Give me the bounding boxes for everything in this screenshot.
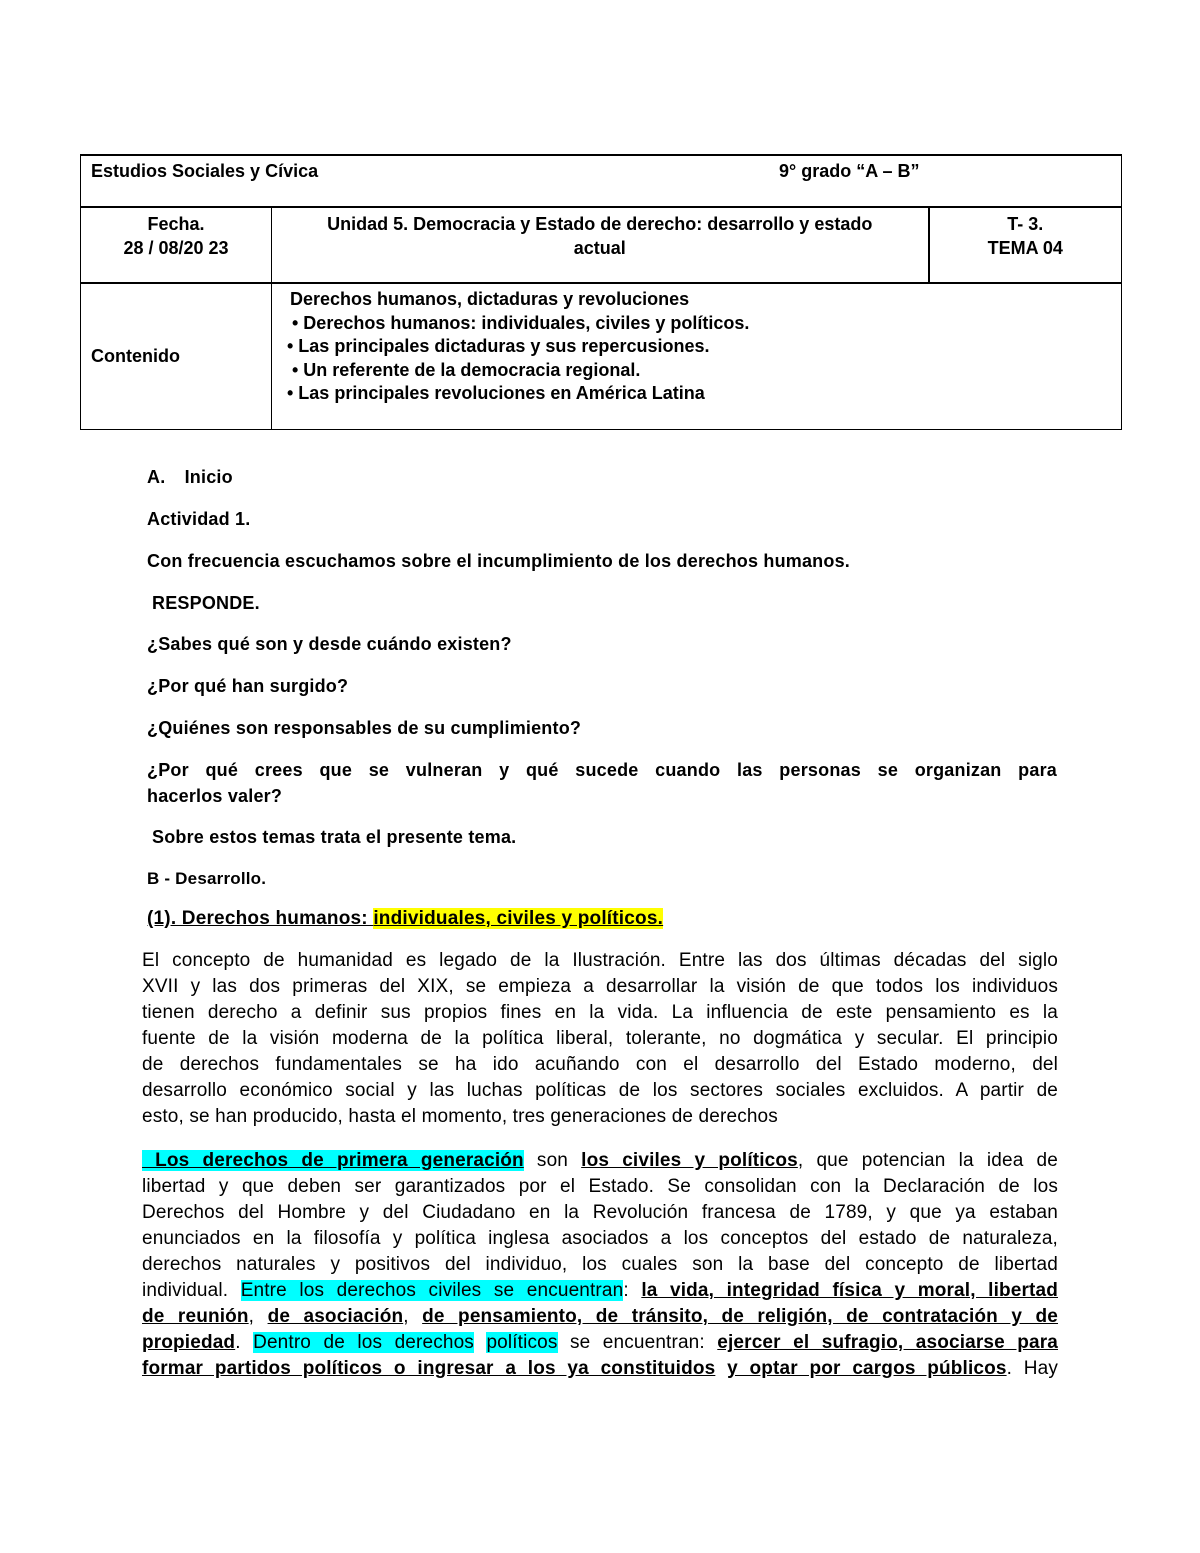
political-rights-list: ejercer el sufragio, asociarse para bbox=[717, 1332, 1059, 1353]
first-generation-highlight: Los derechos de primera generación bbox=[142, 1150, 524, 1171]
paragraph-line: esto, se han producido, hasta el momento, tres generaciones de derechos bbox=[142, 1106, 778, 1127]
paragraph-line: El concepto de humanidad es legado de la Ilustración. Entre las dos últimas décadas del siglo bbox=[142, 950, 1058, 971]
topic-cell bbox=[929, 207, 1122, 283]
paragraph-line bbox=[142, 1148, 1058, 1174]
topic-number: T- 3. bbox=[1007, 214, 1044, 234]
header-table bbox=[80, 154, 1122, 430]
text-run: individual. bbox=[142, 1280, 241, 1301]
section-b-heading: B - Desarrollo. bbox=[147, 869, 267, 888]
political-highlight: políticos bbox=[486, 1332, 558, 1353]
paragraph-line: tienen derecho a definir sus propios fines en la vida. La influencia de este pensamiento es la bbox=[142, 1002, 1058, 1023]
subheading-prefix: (1). Derechos humanos: bbox=[147, 908, 374, 929]
content-item: • Un referente de la democracia regional. bbox=[287, 359, 641, 380]
civil-rights-list: la vida, integridad física y moral, libertad bbox=[641, 1280, 1058, 1301]
paragraph-line: desarrollo económico social y las luchas políticas de los sectores sociales excluidos. A partir de bbox=[142, 1080, 1058, 1101]
paragraph-2 bbox=[142, 1148, 1058, 1382]
date-cell bbox=[81, 207, 272, 283]
question-3: ¿Quiénes son responsables de su cumplimiento? bbox=[147, 718, 582, 738]
content-item: • Las principales dictaduras y sus repercusiones. bbox=[287, 336, 710, 356]
text-run: Hay bbox=[1023, 1358, 1059, 1379]
unit-title-line1: Unidad 5. Democracia y Estado de derecho: desarrollo y estado bbox=[327, 214, 873, 234]
subject-title: Estudios Sociales y Cívica bbox=[91, 161, 319, 181]
paragraph-line: de reunión, de asociación, de pensamiento, de tránsito, de religión, de contratación y de bbox=[142, 1306, 1059, 1327]
section-a-heading bbox=[147, 467, 233, 488]
paragraph-1 bbox=[142, 948, 1058, 1130]
question-4-line1: ¿Por qué crees que se vulneran y qué sucede cuando las personas se organizan para bbox=[147, 760, 1057, 780]
text-run: se encuentran: bbox=[557, 1332, 718, 1353]
paragraph-line: Derechos del Hombre y del Ciudadano en la Revolución francesa de 1789, y que ya estaban bbox=[142, 1202, 1058, 1223]
content-label: Contenido bbox=[81, 283, 272, 430]
subject-row bbox=[81, 155, 1122, 207]
paragraph-line: formar partidos políticos o ingresar a los ya constituidos y optar por cargos públicos. Hay bbox=[142, 1358, 1059, 1379]
question-1: ¿Sabes qué son y desde cuándo existen? bbox=[147, 634, 512, 654]
grade-label: 9° grado “A – B” bbox=[779, 161, 920, 181]
section-a-letter: A. bbox=[147, 467, 166, 487]
respond-label: RESPONDE. bbox=[152, 593, 260, 613]
civil-right-item: de asociación bbox=[267, 1306, 404, 1327]
content-item: • Las principales revoluciones en América Latina bbox=[287, 383, 705, 403]
political-right-item: formar partidos políticos o ingresar a los ya constituidos bbox=[142, 1358, 716, 1379]
content-list bbox=[272, 283, 1122, 430]
text-run: , que potencian la idea de bbox=[797, 1150, 1058, 1171]
paragraph-line: libertad y que deben ser garantizados por el Estado. Se consolidan con la Declaración de los bbox=[142, 1176, 1058, 1197]
question-2: ¿Por qué han surgido? bbox=[147, 676, 349, 696]
unit-cell bbox=[272, 207, 929, 283]
paragraph-line: de derechos fundamentales se ha ido acuñando con el desarrollo del Estado moderno, del bbox=[142, 1054, 1058, 1075]
text-run: : bbox=[623, 1280, 642, 1301]
civil-political-term: los civiles y políticos bbox=[581, 1150, 798, 1171]
subheading-highlight: individuales, civiles y políticos. bbox=[373, 908, 664, 929]
intro-text: Con frecuencia escuchamos sobre el incumplimiento de los derechos humanos. bbox=[147, 551, 850, 571]
civil-right-item: de reunión bbox=[142, 1306, 249, 1327]
paragraph-line bbox=[142, 1278, 1058, 1304]
text-son: son bbox=[523, 1150, 582, 1171]
content-item: Derechos humanos, dictaduras y revoluciones bbox=[290, 289, 690, 309]
activity-title: Actividad 1. bbox=[147, 509, 251, 529]
unit-title-line2: actual bbox=[573, 238, 626, 258]
paragraph-line: derechos naturales y positivos del individuo, los cuales son la base del concepto de libertad bbox=[142, 1254, 1058, 1275]
content-item: • Derechos humanos: individuales, civiles y políticos. bbox=[287, 312, 750, 333]
closing-text: Sobre estos temas trata el presente tema. bbox=[152, 827, 517, 847]
civil-right-item: propiedad bbox=[142, 1332, 236, 1353]
date-label: Fecha. bbox=[147, 214, 205, 234]
paragraph-line: XVII y las dos primeras del XIX, se empieza a desarrollar la visión de que todos los individuos bbox=[142, 976, 1058, 997]
topic-label: TEMA 04 bbox=[987, 238, 1063, 258]
question-4-line2: hacerlos valer? bbox=[147, 786, 283, 806]
civil-right-item: de pensamiento, de tránsito, de religión, de contratación y de bbox=[422, 1306, 1059, 1327]
section-a-title: Inicio bbox=[184, 467, 233, 487]
date-value: 28 / 08/20 23 bbox=[123, 238, 229, 258]
political-right-item: y optar por cargos públicos bbox=[727, 1358, 1007, 1379]
paragraph-line: propiedad. Dentro de los derechos políticos se encuentran: ejercer el sufragio, asociarse para bbox=[142, 1332, 1059, 1353]
civil-rights-highlight: Entre los derechos civiles se encuentran bbox=[240, 1280, 624, 1301]
paragraph-line: fuente de la visión moderna de la política liberal, tolerante, no dogmática y secular. El principio bbox=[142, 1028, 1058, 1049]
subheading bbox=[147, 908, 663, 930]
paragraph-line: enunciados en la filosofía y política inglesa asociados a los conceptos del estado de naturaleza, bbox=[142, 1228, 1058, 1249]
political-rights-highlight: Dentro de los derechos bbox=[253, 1332, 474, 1353]
